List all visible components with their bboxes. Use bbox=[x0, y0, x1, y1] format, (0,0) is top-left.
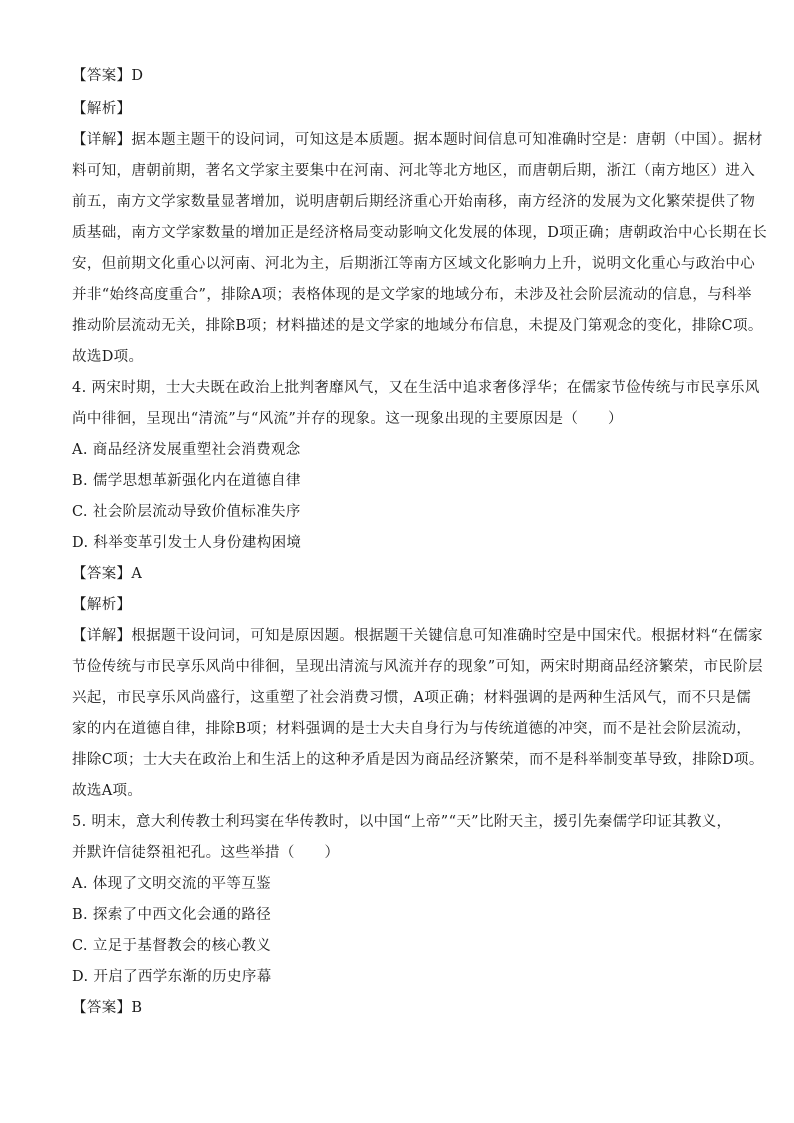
question-5-option-b: B. 探索了中西文化会通的路径 bbox=[72, 907, 272, 923]
explanation-line: 前五，南方文学家数量显著增加，说明唐朝后期经济重心开始南移，南方经济的发展为文化繁荣提供了物 bbox=[72, 194, 756, 210]
question-4-stem: 4. 两宋时期，士大夫既在政治上批判奢靡风气，又在生活中追求奢侈浮华；在儒家节俭传统与市民享乐风 bbox=[72, 380, 760, 396]
explanation-line: 并非“始终高度重合”，排除A项；表格体现的是文学家的地域分布，未涉及社会阶层流动的信息，与科举 bbox=[72, 287, 752, 303]
question-5-stem: 5. 明末，意大利传教士利玛窦在华传教时，以中国“上帝”“天”比附天主，援引先秦儒学印证其教义， bbox=[72, 814, 732, 830]
question-5-option-d: D. 开启了西学东渐的历史序幕 bbox=[72, 969, 272, 985]
explanation-line: 质基础，南方文学家数量的增加正是经济格局变动影响文化发展的体现，D项正确；唐朝政治中心长期在长 bbox=[72, 225, 768, 241]
explanation-line: 【详解】据本题主题干的设问词，可知这是本质题。据本题时间信息可知准确时空是：唐朝（中国）。据材 bbox=[72, 132, 763, 148]
question-5-option-c: C. 立足于基督教会的核心教义 bbox=[72, 938, 272, 954]
explanation-line: 兴起，市民享乐风尚盛行，这重塑了社会消费习惯，A项正确；材料强调的是两种生活风气，而不只是儒 bbox=[72, 690, 752, 706]
explanation-line: 安，但前期文化重心以河南、河北为主，后期浙江等南方区域文化影响力上升，说明文化重心与政治中心 bbox=[72, 256, 756, 272]
explanation-line: 推动阶层流动无关，排除B项；材料描述的是文学家的地域分布信息，未提及门第观念的变化，排除C项。 bbox=[72, 318, 763, 334]
analysis-label: 【解析】 bbox=[72, 597, 132, 613]
question-5-option-a: A. 体现了文明交流的平等互鉴 bbox=[72, 876, 271, 892]
question-4-option-c: C. 社会阶层流动导致价值标准失序 bbox=[72, 504, 301, 520]
answer-label: 【答案】B bbox=[72, 1000, 143, 1016]
explanation-line: 故选D项。 bbox=[72, 349, 144, 365]
explanation-line: 家的内在道德自律，排除B项；材料强调的是士大夫自身行为与传统道德的冲突，而不是社会阶层流动， bbox=[72, 721, 752, 737]
explanation-line: 故选A项。 bbox=[72, 783, 143, 799]
question-4-option-a: A. 商品经济发展重塑社会消费观念 bbox=[72, 442, 301, 458]
answer-label: 【答案】D bbox=[72, 68, 144, 84]
explanation-line: 节俭传统与市民享乐风尚中徘徊，呈现出清流与风流并存的现象”可知，两宋时期商品经济繁荣，市民阶层 bbox=[72, 659, 763, 675]
question-4-option-b: B. 儒学思想革新强化内在道德自律 bbox=[72, 473, 301, 489]
answer-label: 【答案】A bbox=[72, 566, 143, 582]
explanation-line: 排除C项；士大夫在政治上和生活上的这种矛盾是因为商品经济繁荣，而不是科举制变革导致，排除D项。 bbox=[72, 752, 764, 768]
analysis-label: 【解析】 bbox=[72, 101, 132, 117]
question-5-stem: 并默许信徒祭祖祀孔。这些举措（ ） bbox=[72, 845, 340, 861]
question-4-option-d: D. 科举变革引发士人身份建构困境 bbox=[72, 535, 302, 551]
question-4-stem: 尚中徘徊，呈现出“清流”与“风流”并存的现象。这一现象出现的主要原因是（ ） bbox=[72, 411, 623, 427]
explanation-line: 料可知，唐朝前期，著名文学家主要集中在河南、河北等北方地区，而唐朝后期，浙江（南方地区）进入 bbox=[72, 163, 756, 179]
explanation-line: 【详解】根据题干设问词，可知是原因题。根据题干关键信息可知准确时空是中国宋代。根据材料“在儒家 bbox=[72, 628, 763, 644]
